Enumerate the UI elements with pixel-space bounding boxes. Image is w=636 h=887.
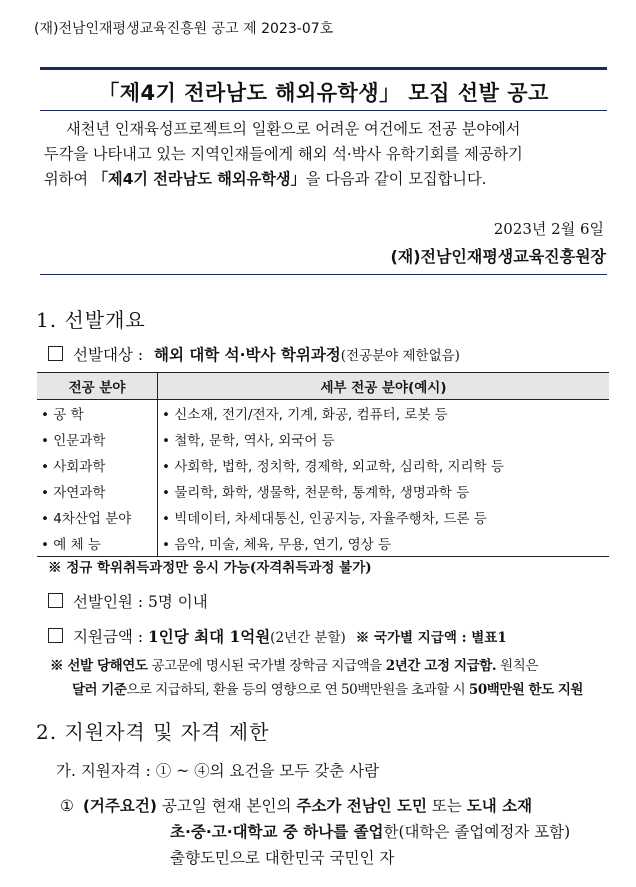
major-fields-table — [37, 372, 609, 557]
note-text: 으로 지급하되, 환율 등의 영향으로 연 50백만원을 초과할 시 — [126, 682, 469, 698]
section1-heading: 1. 선발개요 — [36, 308, 146, 332]
field-cell: • 4차산업 분야 — [41, 511, 132, 527]
intro-line: 두각을 나타내고 있는 지역인재들에게 해외 석·박사 유학기회를 제공하기 — [44, 145, 523, 163]
amount-note-line1 — [50, 654, 538, 674]
count-line — [48, 590, 208, 612]
page-title: 「제4기 전라남도 해외유학생」 모집 선발 공고 — [98, 81, 549, 105]
item-emphasis: 초·중·고·대학교 중 하나를 졸업 — [170, 823, 384, 841]
amount-value: 1인당 최대 1억원 — [147, 627, 271, 646]
intro-line — [44, 167, 609, 192]
detail-cell: • 신소재, 전기/전자, 기계, 화공, 컴퓨터, 로봇 등 — [158, 400, 610, 427]
checkbox-icon — [48, 593, 63, 608]
qualification-item-1 — [60, 794, 532, 816]
amount-label: 지원금액 : — [73, 628, 148, 646]
note-bold: 2년간 고정 지급함. — [385, 658, 497, 674]
checkbox-icon — [48, 346, 63, 361]
intro-paragraph — [44, 117, 609, 192]
amount-line — [48, 625, 507, 647]
item-text: 또는 — [426, 797, 467, 815]
target-value: 해외 대학 석·박사 학위과정 — [153, 346, 341, 364]
table-row — [37, 530, 609, 557]
item-title: (거주요건) — [82, 797, 157, 815]
count-label: 선발인원 : 5명 이내 — [73, 593, 208, 611]
intro-line: 새천년 인재육성프로젝트의 일환으로 어려운 여건에도 전공 분야에서 — [66, 120, 521, 138]
table-header-field: 전공 분야 — [37, 373, 158, 400]
table-header-row — [37, 373, 609, 400]
detail-cell: • 빅데이터, 차세대통신, 인공지능, 자율주행차, 드론 등 — [158, 504, 610, 530]
title-bottom-rule — [40, 110, 607, 111]
item-text: 공고일 현재 본인의 — [156, 797, 297, 815]
field-cell: • 예 체 능 — [37, 530, 158, 557]
amount-note-line2 — [72, 678, 583, 698]
signature: (재)전남인재평생교육진흥원장 — [390, 247, 606, 266]
field-cell: • 사회과학 — [41, 459, 106, 475]
table-row — [37, 478, 609, 504]
table-row — [37, 504, 609, 530]
table-header-detail: 세부 전공 분야(예시) — [158, 373, 610, 400]
table-row — [37, 452, 609, 478]
note-bold: ※ 선발 당해연도 — [50, 658, 148, 674]
item-emphasis: 도내 소재 — [466, 797, 533, 815]
note-text: 원칙은 — [496, 658, 539, 674]
detail-cell: • 사회학, 법학, 정치학, 경제학, 외교학, 심리학, 지리학 등 — [158, 452, 610, 478]
announcement-number: (재)전남인재평생교육진흥원 공고 제 2023-07호 — [34, 21, 334, 37]
table-row — [37, 426, 609, 452]
item-number: ① — [60, 797, 74, 815]
title-top-rule — [40, 67, 607, 70]
item-text: 한(대학은 졸업예정자 포함) — [383, 823, 571, 841]
note-bold: 50백만원 한도 지원 — [468, 682, 583, 698]
amount-note: (2년간 분할) — [270, 630, 346, 646]
target-line — [48, 343, 460, 365]
field-cell: • 인문과학 — [41, 433, 106, 449]
field-cell: • 공 학 — [41, 407, 84, 423]
table-row — [37, 400, 609, 427]
qualification-intro: 가. 지원자격 : ① ~ ④의 요건을 모두 갖춘 사람 — [56, 762, 380, 780]
intro-text: 을 다음과 같이 모집합니다. — [305, 170, 487, 188]
qualification-item-1-line2 — [170, 820, 570, 842]
field-cell: • 자연과학 — [41, 485, 106, 501]
announcement-date: 2023년 2월 6일 — [493, 220, 604, 238]
note-bold: 달러 기준 — [72, 682, 127, 698]
amount-reference: ※ 국가별 지급액 : 별표1 — [355, 630, 507, 646]
program-name: 「제4기 전라남도 해외유학생」 — [92, 170, 306, 188]
target-note: (전공분야 제한없음) — [340, 348, 460, 364]
detail-cell: • 물리학, 화학, 생물학, 천문학, 통계학, 생명과학 등 — [158, 478, 610, 504]
qualification-item-1-line3: 출향도민으로 대한민국 국민인 자 — [170, 849, 395, 867]
note-text: 공고문에 명시된 국가별 장학금 지급액을 — [147, 658, 386, 674]
detail-cell: • 음악, 미술, 체육, 무용, 연기, 영상 등 — [158, 530, 610, 557]
section2-heading: 2. 지원자격 및 자격 제한 — [36, 720, 270, 744]
signature-rule — [40, 274, 607, 275]
target-label: 선발대상 : — [73, 346, 144, 364]
detail-cell: • 철학, 문학, 역사, 외국어 등 — [158, 426, 610, 452]
item-emphasis: 주소가 전남인 도민 — [296, 797, 427, 815]
checkbox-icon — [48, 628, 63, 643]
intro-text: 위하여 — [44, 170, 93, 188]
table-note: ※ 정규 학위취득과정만 응시 가능(자격취득과정 불가) — [48, 560, 372, 576]
